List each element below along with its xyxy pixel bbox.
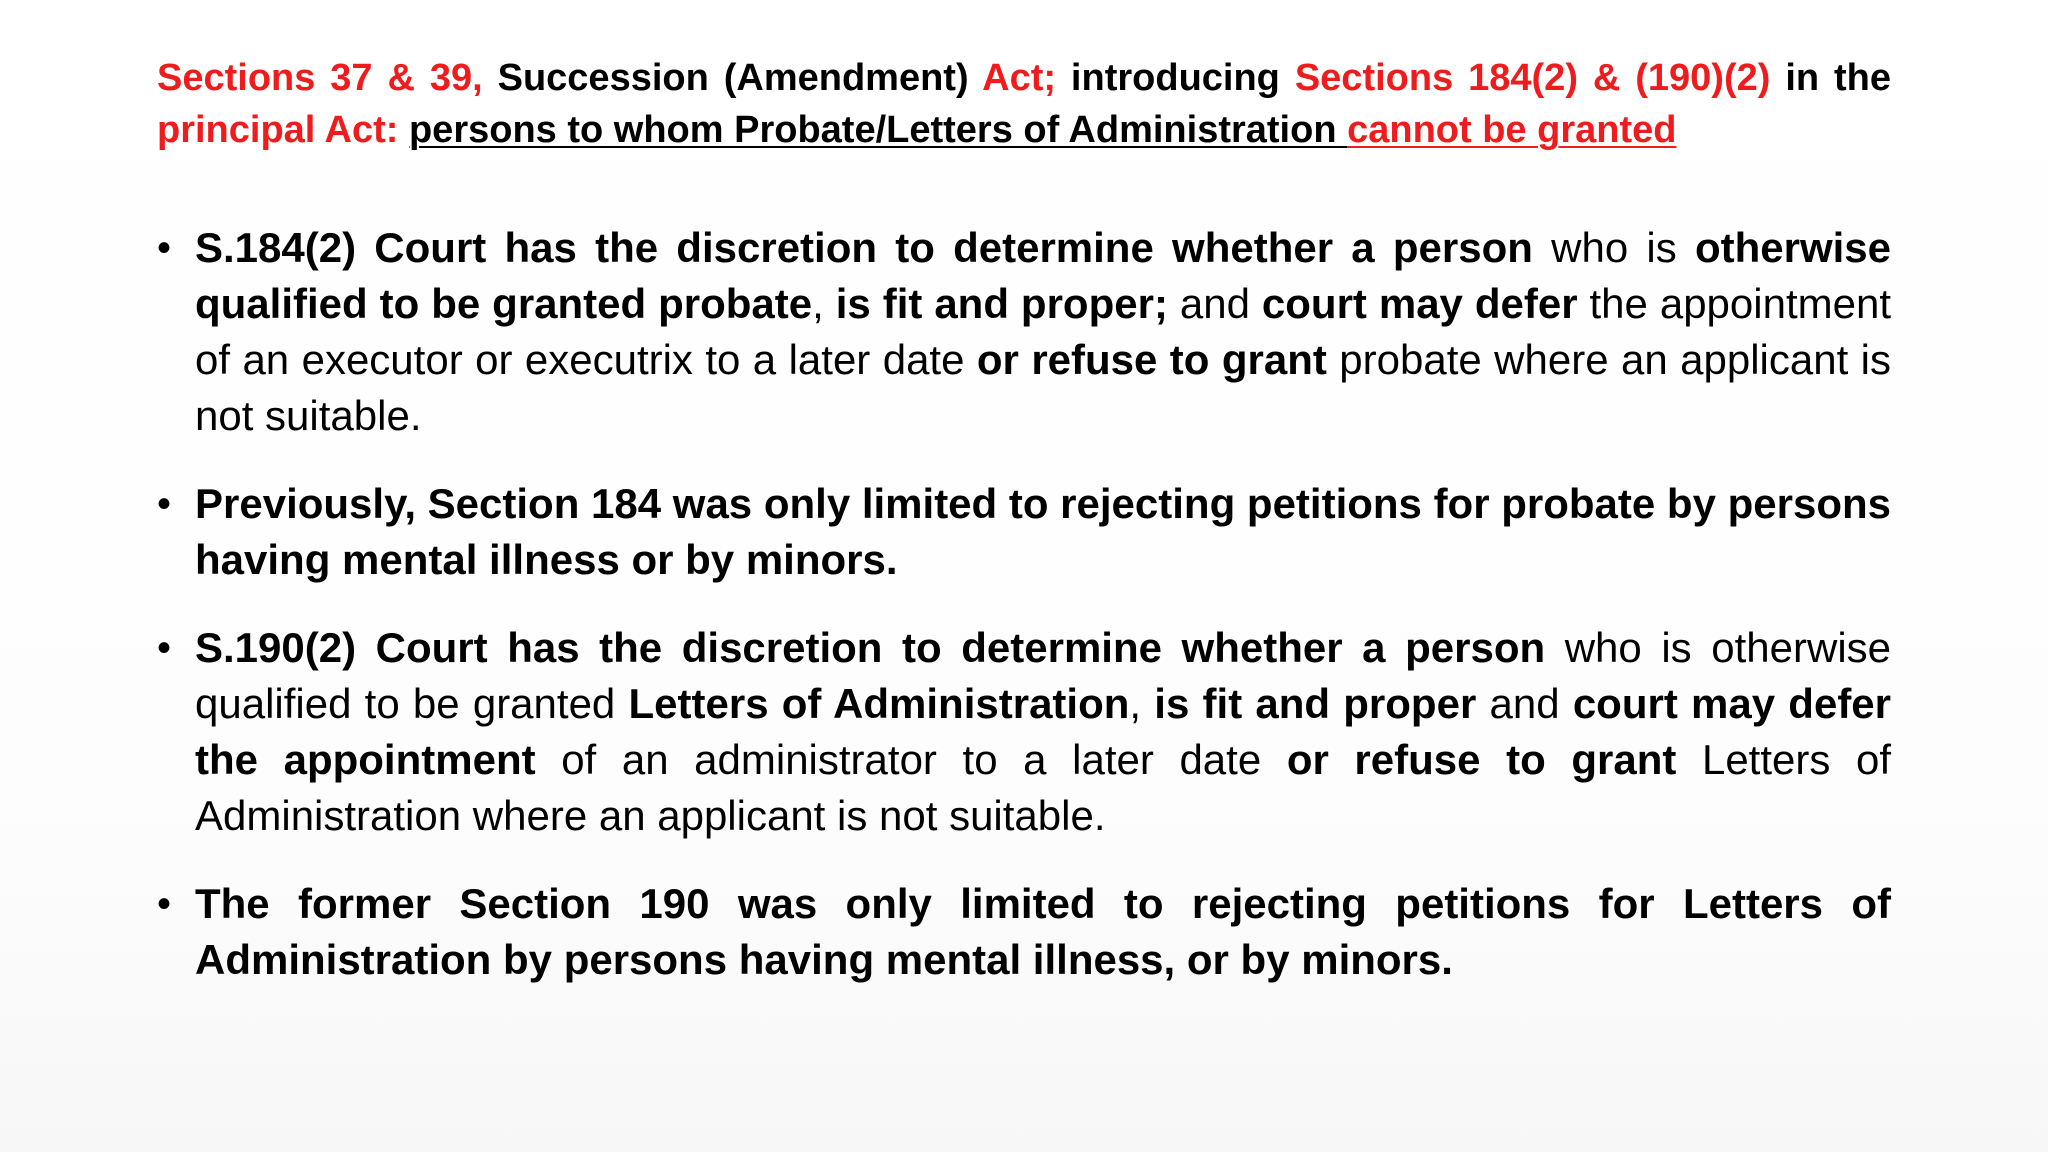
bullet-text: and xyxy=(1476,680,1573,727)
bullet-text: and xyxy=(1167,280,1262,327)
title-principal-act: principal Act: xyxy=(157,109,399,151)
bullet-text: , xyxy=(1129,680,1155,727)
bullet-item-previously-184 xyxy=(157,476,1891,588)
bullet-text-bold: is fit and proper; xyxy=(835,280,1168,327)
bullet-dot: • xyxy=(157,882,172,926)
title-act-word: Act; xyxy=(982,57,1057,99)
bullet-dot: • xyxy=(157,626,172,670)
bullet-text-bold: otherwise qualified to be granted probate xyxy=(195,224,1892,327)
title-in-the: in the xyxy=(1770,57,1892,99)
bullet-text-bold: S.184(2) Court has the discretion to determine whether a person xyxy=(195,224,1533,271)
bullet-text-bold: Letters of Administration xyxy=(628,680,1130,727)
bullet-list xyxy=(157,220,1891,1020)
title-cannot-be-granted: cannot be granted xyxy=(1347,109,1677,151)
bullet-text: Letters of Administration where an applicant is not suitable. xyxy=(195,736,1892,839)
bullet-text: , xyxy=(812,280,836,327)
bullet-text-bold: is fit and proper xyxy=(1154,680,1477,727)
bullet-item-s184 xyxy=(157,220,1891,444)
bullet-item-former-190 xyxy=(157,876,1891,988)
bullet-text: who is xyxy=(1532,224,1695,271)
slide-title xyxy=(157,52,1891,156)
bullet-text-bold: or refuse to grant xyxy=(1286,736,1677,783)
title-sections-ref: Sections 37 & 39, xyxy=(157,57,483,99)
title-introducing: introducing xyxy=(1056,57,1295,99)
bullet-text-bold: court may defer the appointment xyxy=(195,680,1892,783)
bullet-text-bold: Previously, Section 184 was only limited to rejecting petitions for probate by persons having mental illness or by minors. xyxy=(195,480,1891,583)
bullet-text-bold: court may defer xyxy=(1261,280,1578,327)
title-persons-phrase: persons to whom Probate/Letters of Administration xyxy=(408,109,1348,151)
bullet-text-bold: or refuse to grant xyxy=(976,336,1327,383)
bullet-text: the appointment of an executor or executrix to a later date xyxy=(195,280,1891,383)
bullet-dot: • xyxy=(157,226,172,270)
title-act-name: Succession (Amendment) xyxy=(482,57,983,99)
bullet-dot: • xyxy=(157,482,172,526)
bullet-text-bold: S.190(2) Court has the discretion to determine whether a person xyxy=(195,624,1546,671)
title-space xyxy=(398,109,409,151)
bullet-text-bold: The former Section 190 was only limited to rejecting petitions for Letters of Administration by persons having mental illness, or by minors. xyxy=(195,880,1891,983)
bullet-text: of an administrator to a later date xyxy=(535,736,1287,783)
bullet-text: who is otherwise qualified to be granted xyxy=(195,624,1892,727)
bullet-item-s190 xyxy=(157,620,1891,844)
bullet-text: probate where an applicant is not suitable. xyxy=(195,336,1892,439)
title-new-sections: Sections 184(2) & (190)(2) xyxy=(1294,57,1771,99)
